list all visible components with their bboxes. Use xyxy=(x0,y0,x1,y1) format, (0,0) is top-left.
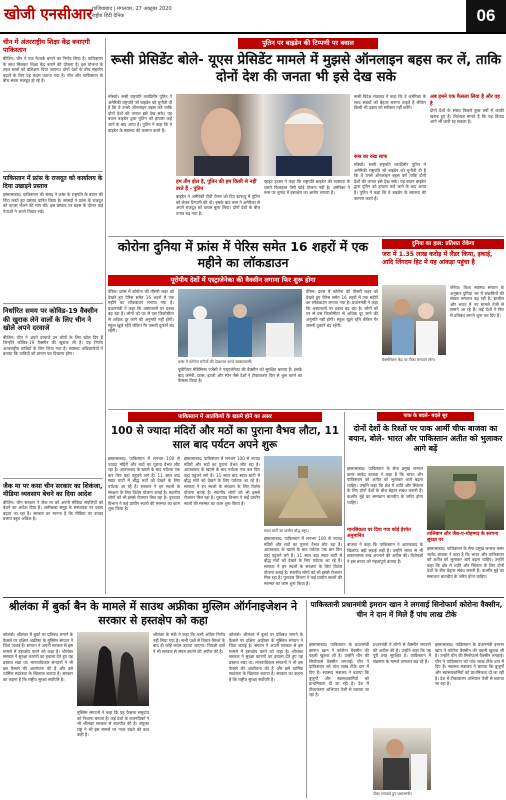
story-body: इस्लामाबाद। पाकिस्तान के प्रधानमंत्री इमरान खान ने कोरोना वैक्सीन की पहली खुराक ली है। उन्होंने चीन की सिनोफार्म वैक्सीन लगवाई। चीन ने पाकिस्तान को पांच लाख टीके दान में दिए हैं। स्वास्थ्य मंत्रालय ने बताया कि बुजुर्गों और स्वास्थ्यकर्मियों को प्राथमिकता दी जा रही है। देश में टीकाकरण अभियान तेजी से चलाया जा रहा है। xyxy=(435,642,504,687)
sub-headline: तालिबान और जैश-ए-मोहम्मद के सरगना सुरक्षा पर xyxy=(427,532,499,543)
story-body: इस्लामाबाद। पाकिस्तान में लगभग 100 से ज्यादा मंदिरों और मठों का पुराना वैभव लौट रहा है। आतंकवाद के खात्मे के बाद पर्यटक एक बार फिर यहां पहुंचने लगे हैं। 11 साल बाद स्वात घाटी में बौद्ध मठों को देखने के लिए पर्यटक आ रहे हैं। सरकार ने इन स्थलों के संरक्षण के लिए विशेष योजना बनाई है। स्थानीय लोगों को भी इससे रोजगार मिल रहा है। पुरातत्व विभाग ने कई प्राचीन स्थलों की मरम्मत का काम शुरू किया है। xyxy=(264,536,342,586)
sub-headline: अब हमने एक फैसला लिया है और वह है xyxy=(430,94,500,107)
imran-story xyxy=(309,600,504,798)
section-divider xyxy=(108,236,504,237)
story-body: इस्लामाबाद। पाकिस्तान की संसद ने फ्रांस के राष्ट्रपति के बयान की निंदा करते हुए प्रस्ताव पारित किया है। सांसदों ने फ्रांस के राजदूत को वापस भेजने की मांग की। इस प्रस्ताव पर बहस के दौरान कई नेताओं ने अपने विचार रखे। xyxy=(3,192,103,214)
vaccination-illustration xyxy=(373,728,431,790)
column-divider xyxy=(306,600,307,798)
section-divider xyxy=(3,597,504,598)
story-headline: चीन में अंतरराष्ट्रीय शिक्षा केंद्र बनाएगी पाकिस्तान xyxy=(3,38,90,54)
story-body: पेरिस। फ्रांस में कोरोना की तीसरी लहर को देखते हुए पेरिस समेत 16 शहरों में एक महीने का लॉकडाउन लगाया गया है। प्रधानमंत्री ने कहा कि अस्पतालों पर दबाव बढ़ रहा है। लोगों को घर से दस किलोमीटर से अधिक दूर जाने की अनुमति नहीं होगी। स्कूल खुले रहेंगे लेकिन गैर जरूरी दुकानें बंद रहेंगी। xyxy=(306,289,378,328)
hospital-photo xyxy=(178,289,302,357)
story-body: मॉस्को। रूसी राष्ट्रपति व्लादिमीर पुतिन ने अमेरिकी राष्ट्रपति जो बाइडेन को चुनौती दी है कि वे उनसे ऑनलाइन बहस करें ताकि दोनों देशों की जनता इसे देख सके। यह बयान बाइडेन द्वारा पुतिन को हत्यारा कहे जाने के बाद आया है। पुतिन ने कहा कि वे बाइडेन के स्वास्थ्य की कामना करते हैं। xyxy=(354,162,426,201)
left-column xyxy=(3,38,103,594)
putin-story xyxy=(108,38,504,234)
side-banner: दुनिया का हाल: प्रतिशत रोकेगा xyxy=(382,239,504,249)
photo-caption: स्वात घाटी का प्राचीन बौद्ध स्तूप। xyxy=(264,528,309,533)
photo-caption: टीका लगवाते हुए प्रधानमंत्री। xyxy=(373,791,412,796)
main-headline: रूसी प्रेसिडेंट बोले- यूएस प्रेसिडेंट मामले में मुझसे ऑनलाइन बहस कर लें, ताकि दोनों देश की जनता भी इसे देख सके xyxy=(110,52,502,85)
kicker-banner: पाक के बदले- बदले सुर xyxy=(377,412,474,421)
putin-biden-photo xyxy=(176,94,350,176)
vaccination-illustration xyxy=(382,285,446,355)
story-body: पेरिस। फ्रांस में कोरोना की तीसरी लहर को देखते हुए पेरिस समेत 16 शहरों में एक महीने का लॉकडाउन लगाया गया है। प्रधानमंत्री ने कहा कि अस्पतालों पर दबाव बढ़ रहा है। लोगों को घर से दस किलोमीटर से अधिक दूर जाने की अनुमति नहीं होगी। स्कूल खुले रहेंगे लेकिन गैर जरूरी दुकानें बंद रहेंगी। xyxy=(108,289,174,334)
pullquote: हम तीन झेल है, पुतिन की हम किसी से नहीं डरते हैं - पुतिन xyxy=(176,179,257,192)
story-body: मुस्लिम संगठनों ने कहा कि यह फैसला समुदाय को निशाना बनाता है। कई देशों के राजनयिकों ने भी श्रीलंका सरकार से बातचीत की है। संयुक्त राष्ट्र ने भी इस मामले पर नजर रखने की बात कही है। xyxy=(77,710,149,738)
masthead xyxy=(0,0,506,34)
story-body: बीजिंग। चीन ने अपने दरवाजे उन लोगों के लिए खोल दिए हैं जिन्होंने कोविड-19 वैक्सीन की खुराक ली है। यह निर्णय अंतरराष्ट्रीय यात्रियों के लिए लिया गया है। स्वास्थ्य अधिकारियों ने बताया कि यात्रियों को प्रमाण पत्र दिखाना होगा। xyxy=(3,334,103,357)
imran-vaccine-photo xyxy=(373,728,431,790)
story-body: इस्लामाबाद। पाकिस्तान के सेना प्रमुख जनरल कमर जावेद बाजवा ने कहा है कि भारत और पाकिस्तान को अतीत को भुलाकर आगे बढ़ना चाहिए। उन्होंने कहा कि क्षेत्र में शांति और स्थिरता के लिए दोनों देशों के बीच बेहतर संबंध जरूरी हैं। कश्मीर मुद्दे का समाधान बातचीत के जरिए होना चाहिए। xyxy=(427,546,504,579)
column-divider xyxy=(344,412,345,594)
bajwa-story xyxy=(347,412,504,594)
main-headline: दोनों देशों के रिश्तों पर पाक आर्मी चीफ बाजवा का बयान, बोले- भारत और पाकिस्तान अतीत को भुलाकर आगे बढ़ें xyxy=(348,424,503,453)
main-headline: पाकिस्तानी प्रधानमंत्री इमरान खान ने लगवाई सिनोफार्म कोरोना वैक्सीन, चीन ने दान में मिले हैं पांच लाख टीके xyxy=(310,600,503,619)
issue-date: गाजियाबाद | मंगलवार, 27 अक्टूबर 2020 xyxy=(92,6,172,12)
story-body: दोनों देशों के संबंध पिछले कुछ वर्षों में काफी खराब हुए हैं। विशेषज्ञ मानते हैं कि यह विवाद आगे भी जारी रह सकता है। xyxy=(430,108,504,125)
tagline: राष्ट्रीय हिंदी दैनिक xyxy=(92,13,125,19)
story-body: यूरोपियन मेडिसिन्स एजेंसी ने एस्ट्राजेनेका की वैक्सीन को सुरक्षित बताया है। इसके बाद जर्मनी, फ्रांस, इटली और स्पेन जैसे देशों ने टीकाकरण फिर से शुरू करने का फैसला किया है। xyxy=(178,367,302,384)
burqa-illustration xyxy=(77,632,149,706)
story-body: कोलंबो। श्रीलंका में बुर्का पर प्रतिबंध लगाने के फैसले पर दक्षिण अफ्रीका के मुस्लिम संगठन ने चिंता जताई है। संगठन ने अपनी सरकार से इस मामले में हस्तक्षेप करने को कहा है। श्रीलंका सरकार ने सुरक्षा कारणों का हवाला देते हुए यह प्रस्ताव रखा था। मानवाधिकार संगठनों ने भी इस फैसले की आलोचना की है और इसे धार्मिक स्वतंत्रता के खिलाफ बताया है। सरकार का कहना है कि राष्ट्रीय सुरक्षा सर्वोपरि है। xyxy=(3,632,73,682)
story-body: व्हाइट हाउस ने कहा कि राष्ट्रपति बाइडेन की व्यस्तता के चलते फिलहाल ऐसी कोई योजना नहीं है। अमेरिका ने रूस पर चुनाव में हस्तक्षेप का आरोप लगाया है। xyxy=(264,179,350,196)
bajwa-photo xyxy=(427,466,504,530)
pakistan-temples-story xyxy=(108,412,342,594)
story-body: कोलंबो। श्रीलंका में बुर्का पर प्रतिबंध लगाने के फैसले पर दक्षिण अफ्रीका के मुस्लिम संगठन ने चिंता जताई है। संगठन ने अपनी सरकार से इस मामले में हस्तक्षेप करने को कहा है। श्रीलंका सरकार ने सुरक्षा कारणों का हवाला देते हुए यह प्रस्ताव रखा था। मानवाधिकार संगठनों ने भी इस फैसले की आलोचना की है और इसे धार्मिक स्वतंत्रता के खिलाफ बताया है। सरकार का कहना है कि राष्ट्रीय सुरक्षा सर्वोपरि है। xyxy=(229,632,303,682)
story-body: प्रधानमंत्री ने लोगों से वैक्सीन लगवाने की अपील की है। उन्होंने कहा कि यह पूरी तरह सुरक्षित है। पाकिस्तान में संक्रमण के मामले लगातार बढ़ रहे हैं। xyxy=(373,642,431,664)
story-body: इस्लामाबाद। पाकिस्तान के सेना प्रमुख जनरल कमर जावेद बाजवा ने कहा है कि भारत और पाकिस्तान को अतीत को भुलाकर आगे बढ़ना चाहिए। उन्होंने कहा कि क्षेत्र में शांति और स्थिरता के लिए दोनों देशों के बीच बेहतर संबंध जरूरी हैं। कश्मीर मुद्दे का समाधान बातचीत के जरिए होना चाहिए। xyxy=(347,466,423,505)
stupa-photo xyxy=(264,456,342,526)
story-body: इस्लामाबाद। पाकिस्तान में लगभग 100 से ज्यादा मंदिरों और मठों का पुराना वैभव लौट रहा है। आतंकवाद के खात्मे के बाद पर्यटक एक बार फिर यहां पहुंचने लगे हैं। 11 साल बाद स्वात घाटी में बौद्ध मठों को देखने के लिए पर्यटक आ रहे हैं। सरकार ने इन स्थलों के संरक्षण के लिए विशेष योजना बनाई है। स्थानीय लोगों को भी इससे रोजगार मिल रहा है। पुरातत्व विभाग ने कई प्राचीन स्थलों की मरम्मत का काम शुरू किया है। xyxy=(108,456,180,512)
side-headline: जरा में 1.35 लाख करोड़ में लैंडर किया, इकाई, आदि लिंगदम हिट में यह आंकड़ा पहुंचा है xyxy=(382,251,493,266)
kicker-banner: पाकिस्तान में आतंकियों के खात्मे होने का असर xyxy=(128,412,322,422)
story-headline: जैक मा पर कसा चीन सरकार का शिकंजा, मीडिया व्यवसाय बेचने का दिया आदेश xyxy=(3,481,103,498)
section-divider xyxy=(108,409,504,410)
story-body: बाजवा ने कहा कि पाकिस्तान ने आतंकवाद के खिलाफ बड़ी लड़ाई लड़ी है। उन्होंने भारत से भी सकारात्मक रुख अपनाने की अपील की। विशेषज्ञों ने इस बयान को महत्वपूर्ण बताया है। xyxy=(347,542,423,564)
photo-caption: फ्रांस में कोरोना मरीजों की देखभाल करते स्वास्थ्यकर्मी। xyxy=(178,359,253,364)
newspaper-logo: खोजी एनसीआर xyxy=(4,5,93,23)
burqa-photo xyxy=(77,632,149,706)
story-body: जेनेवा। विश्व स्वास्थ्य संगठन के अनुसार दुनिया भर में संक्रमितों की संख्या लगातार बढ़ रही है। ब्राजील और भारत में नए मामले तेजी से सामने आ रहे हैं। कई देशों ने फिर से प्रतिबंध लगाने शुरू कर दिए हैं। xyxy=(450,285,504,318)
sub-headline: रूस का रुख साफ xyxy=(354,154,388,160)
vaccination-photo xyxy=(382,285,446,355)
column-divider xyxy=(105,38,106,594)
story-body: मॉस्को। रूसी राष्ट्रपति व्लादिमीर पुतिन ने अमेरिकी राष्ट्रपति जो बाइडेन को चुनौती दी है कि वे उनसे ऑनलाइन बहस करें ताकि दोनों देशों की जनता इसे देख सके। यह बयान बाइडेन द्वारा पुतिन को हत्यारा कहे जाने के बाद आया है। पुतिन ने कहा कि वे बाइडेन के स्वास्थ्य की कामना करते हैं। xyxy=(108,94,172,133)
sub-banner: यूरोपीय देशों में एस्ट्राजेनेका की वैक्सीन लगाना फिर शुरू होगा xyxy=(108,275,378,286)
stupa-illustration xyxy=(264,456,342,526)
story-body: इस्लामाबाद। पाकिस्तान के प्रधानमंत्री इमरान खान ने कोरोना वैक्सीन की पहली खुराक ली है। उन्होंने चीन की सिनोफार्म वैक्सीन लगवाई। चीन ने पाकिस्तान को पांच लाख टीके दान में दिए हैं। स्वास्थ्य मंत्रालय ने बताया कि बुजुर्गों और स्वास्थ्यकर्मियों को प्राथमिकता दी जा रही है। देश में टीकाकरण अभियान तेजी से चलाया जा रहा है। xyxy=(309,642,369,698)
main-headline: श्रीलंका में बुर्का बैन के मामले में साउथ अफ्रीका मुस्लिम ऑर्गनाइजेशन ने सरकार से हस्तक्षेप को कहा xyxy=(8,600,298,627)
story-body: रूसी विदेश मंत्रालय ने कहा कि वे अमेरिका के साथ संबंधों को बेहतर बनाना चाहते हैं लेकिन किसी भी दबाव को स्वीकार नहीं करेंगे। xyxy=(354,94,426,111)
main-headline: कोरोना दुनिया में फ्रांस में पेरिस समेत 16 शहरों में एक महीने का लॉकडाउन xyxy=(117,239,369,270)
portrait-illustration xyxy=(176,94,350,176)
story-body: बीजिंग। चीन सरकार ने जैक मा को अपनी मीडिया संपत्तियों को बेचने का आदेश दिया है। अलीबाबा समूह के संस्थापक पर दबाव बढ़ता जा रहा है। सरकार का मानना है कि मीडिया पर उनका प्रभाव बहुत अधिक है। xyxy=(3,499,103,522)
medical-staff-illustration xyxy=(178,289,302,357)
story-headline: पाकिस्तान में फ्रांस के राजदूत को कार्यालय के दिया उखाड़ने प्रस्ताव xyxy=(3,175,103,190)
story-headline: निर्धारित समय पर कोविड-19 वैक्सीन की खुराक लेने वालों के लिए चीन ने खोले अपने दरवाजे xyxy=(3,307,98,332)
story-body: बीजिंग। चीन ने एक नेटवर्क बनाने का निर्णय लिया है। पाकिस्तान के साथ मिलकर शिक्षा केंद्र बनाने की योजना है। इस योजना के तहत छात्रों को प्रशिक्षण दिया जाएगा। दोनों देशों के बीच सहयोग बढ़ाने के लिए यह कदम उठाया गया है। चीन और पाकिस्तान के बीच संबंध मजबूत हो रहे हैं। xyxy=(3,56,103,84)
story-body: श्रीलंका के मंत्री ने कहा कि अभी अंतिम निर्णय नहीं लिया गया है। सभी पक्षों से विचार-विमर्श के बाद ही कोई कदम उठाया जाएगा। विपक्षी दलों ने भी सरकार से संयम बरतने की अपील की है। xyxy=(153,632,225,654)
photo-caption: वैक्सीनेशन केंद्र पर टीका लगवाते लोग। xyxy=(382,357,436,362)
sub-headline: मानसिकता पर दिया गया कोई हेरफेर अनुमानित xyxy=(347,528,411,539)
masthead-date xyxy=(92,6,292,20)
paris-story xyxy=(108,239,504,407)
kicker-banner: पुतिन पर बाइडेन की टिप्पणी पर बवाल xyxy=(238,38,378,49)
main-headline: 100 से ज्यादा मंदिरों और मठों का पुराना वैभव लौटा, 11 साल बाद पर्यटन अपने शुरू xyxy=(110,425,340,451)
officer-illustration xyxy=(427,466,504,530)
page-number: 06 xyxy=(466,0,506,32)
story-body: बाइडेन ने अमेरिकी टीवी चैनल को दिए इंटरव्यू में पुतिन को लेकर टिप्पणी की थी। इसके बाद रूस ने अमेरिका से अपने राजदूत को वापस बुला लिया। दोनों देशों के बीच तनाव बढ़ गया है। xyxy=(176,194,260,216)
srilanka-story xyxy=(3,600,303,798)
story-body: इस्लामाबाद। पाकिस्तान में लगभग 100 से ज्यादा मंदिरों और मठों का पुराना वैभव लौट रहा है। आतंकवाद के खात्मे के बाद पर्यटक एक बार फिर यहां पहुंचने लगे हैं। 11 साल बाद स्वात घाटी में बौद्ध मठों को देखने के लिए पर्यटक आ रहे हैं। सरकार ने इन स्थलों के संरक्षण के लिए विशेष योजना बनाई है। स्थानीय लोगों को भी इससे रोजगार मिल रहा है। पुरातत्व विभाग ने कई प्राचीन स्थलों की मरम्मत का काम शुरू किया है। xyxy=(184,456,260,506)
